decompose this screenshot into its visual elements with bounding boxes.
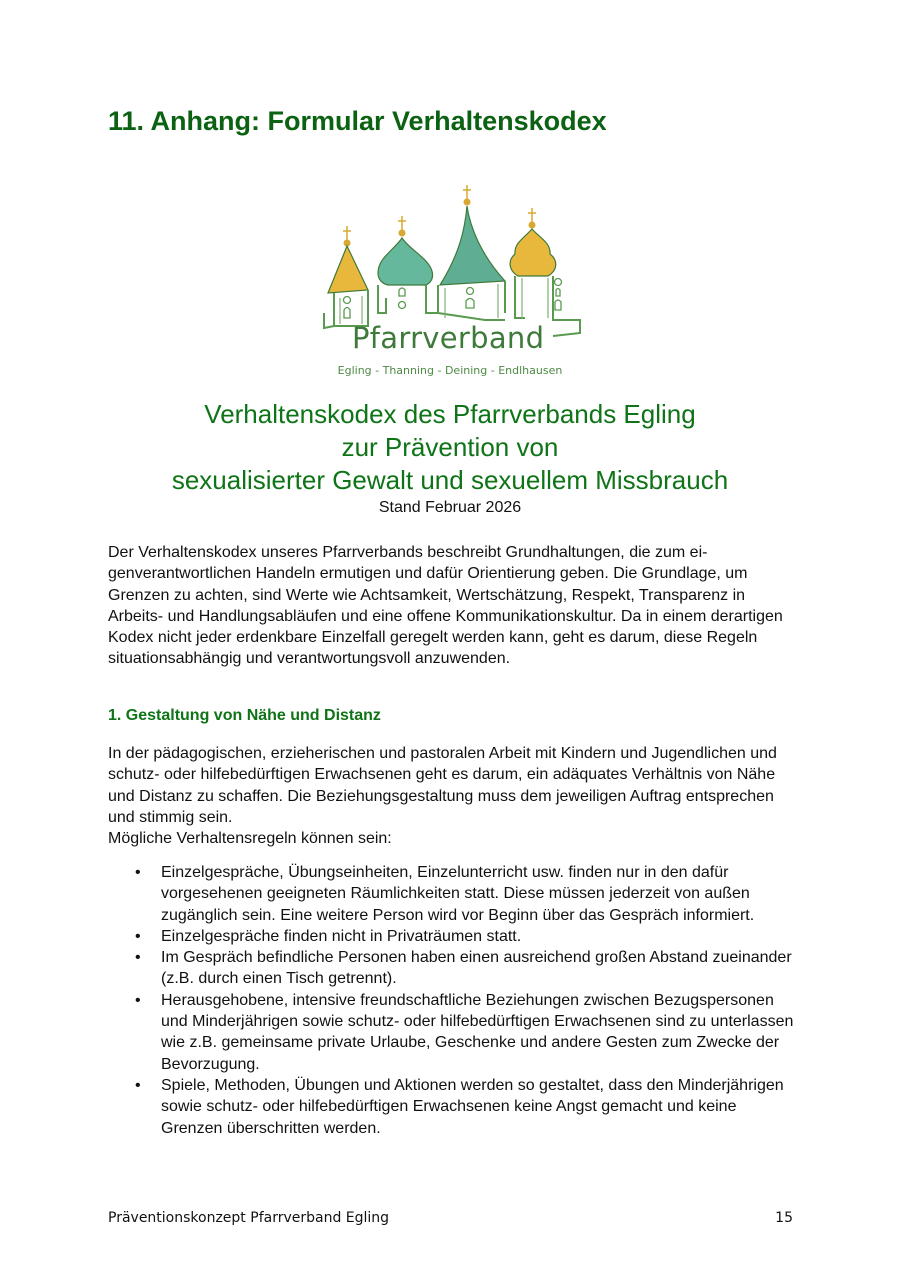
list-item xyxy=(108,1075,798,1139)
list-item xyxy=(108,947,798,990)
list-item xyxy=(108,862,798,926)
section-1-body xyxy=(108,743,798,849)
title-line-2: zur Prävention von xyxy=(341,432,559,462)
intro-paragraph: Der Verhaltenskodex unseres Pfarrverbands beschreibt Grundhaltungen, die zum eigenverantwortlichen Handeln ermutigen und dafür Orientierung geben. Die Grundlage, um Grenzen zu achten, sind Werte wie Achtsamkeit, Wertschätzung, Respekt, Transparenz in Arbeits- und Handlungsabläufen und eine offene Kommunikationskultur. Da in einem derartigen Kodex nicht jeder erdenkbare Einzelfall geregelt werden kann, geht es darum, diese Regeln situationsabhängig und verantwortungsvoll anzuwenden. xyxy=(108,544,783,668)
footer-title: Präventionskonzept Pfarrverband Egling xyxy=(108,1210,390,1226)
logo-wordmark: Pfarrverband xyxy=(352,321,545,355)
rule-text: Einzelgespräche finden nicht in Privaträumen statt. xyxy=(161,927,522,945)
title-line-1: Verhaltenskodex des Pfarrverbands Egling xyxy=(204,399,696,429)
rule-text: Im Gespräch befindliche Personen haben einen ausreichend großen Abstand zueinander (z.B. durch einen Tisch getrennt). xyxy=(161,949,792,988)
rule-text: Herausgehobene, intensive freundschaftliche Beziehungen zwischen Bezugspersonen und Minderjährigen sowie schutz- oder hilfebedürftigen Erwachsenen sind zu unterlassen wie z.B. gemeinsame private Urlaube, Geschenke und andere Gesten zum Zwecke der Bevorzugung. xyxy=(161,991,794,1073)
rule-text: Einzelgespräche, Übungseinheiten, Einzelunterricht usw. finden nur in den dafür vorgesehenen geeigneten Räumlichkeiten statt. Diese müssen jederzeit von außen zugänglich sein. Eine weitere Person wird vor Beginn über das Gespräch informiert. xyxy=(161,864,755,924)
page-heading: 11. Anhang: Formular Verhaltenskodex xyxy=(108,106,607,136)
bullet-icon: • xyxy=(135,864,141,881)
rules-list xyxy=(108,862,798,1139)
bullet-icon: • xyxy=(135,991,141,1009)
bullet-icon: • xyxy=(135,927,141,945)
version-date: Stand Februar 2026 xyxy=(378,499,522,516)
bullet-icon: • xyxy=(135,1076,141,1094)
rule-text: Spiele, Methoden, Übungen und Aktionen werden so gestaltet, dass den Minderjährigen sowie schutz- oder hilfebedürftigen Erwachsenen keine Angst gemacht und keine Grenzen überschritten werden. xyxy=(161,1076,784,1137)
logo-subtitle: Egling - Thanning - Deining - Endlhausen xyxy=(337,364,563,377)
section-1-lead-in: Mögliche Verhaltensregeln können sein: xyxy=(108,830,392,848)
page-number: 15 xyxy=(775,1210,793,1226)
bullet-icon: • xyxy=(135,949,141,967)
document-title xyxy=(100,398,800,519)
title-line-3: sexualisierter Gewalt und sexuellem Missbrauch xyxy=(171,465,729,495)
pfarrverband-logo xyxy=(310,178,590,383)
section-1-paragraph: In der pädagogischen, erzieherischen und pastoralen Arbeit mit Kindern und Jugendlichen und schutz- oder hilfebedürftigen Erwachsenen geht es darum, ein adäquates Verhältnis von Nähe und Distanz zu schaffen. Die Beziehungsgestaltung muss dem jeweiligen Auftrag entsprechen und stimmig sein. xyxy=(108,745,777,826)
section-1-heading: 1. Gestaltung von Nähe und Distanz xyxy=(108,707,381,724)
list-item xyxy=(108,990,798,1075)
list-item xyxy=(108,926,798,947)
